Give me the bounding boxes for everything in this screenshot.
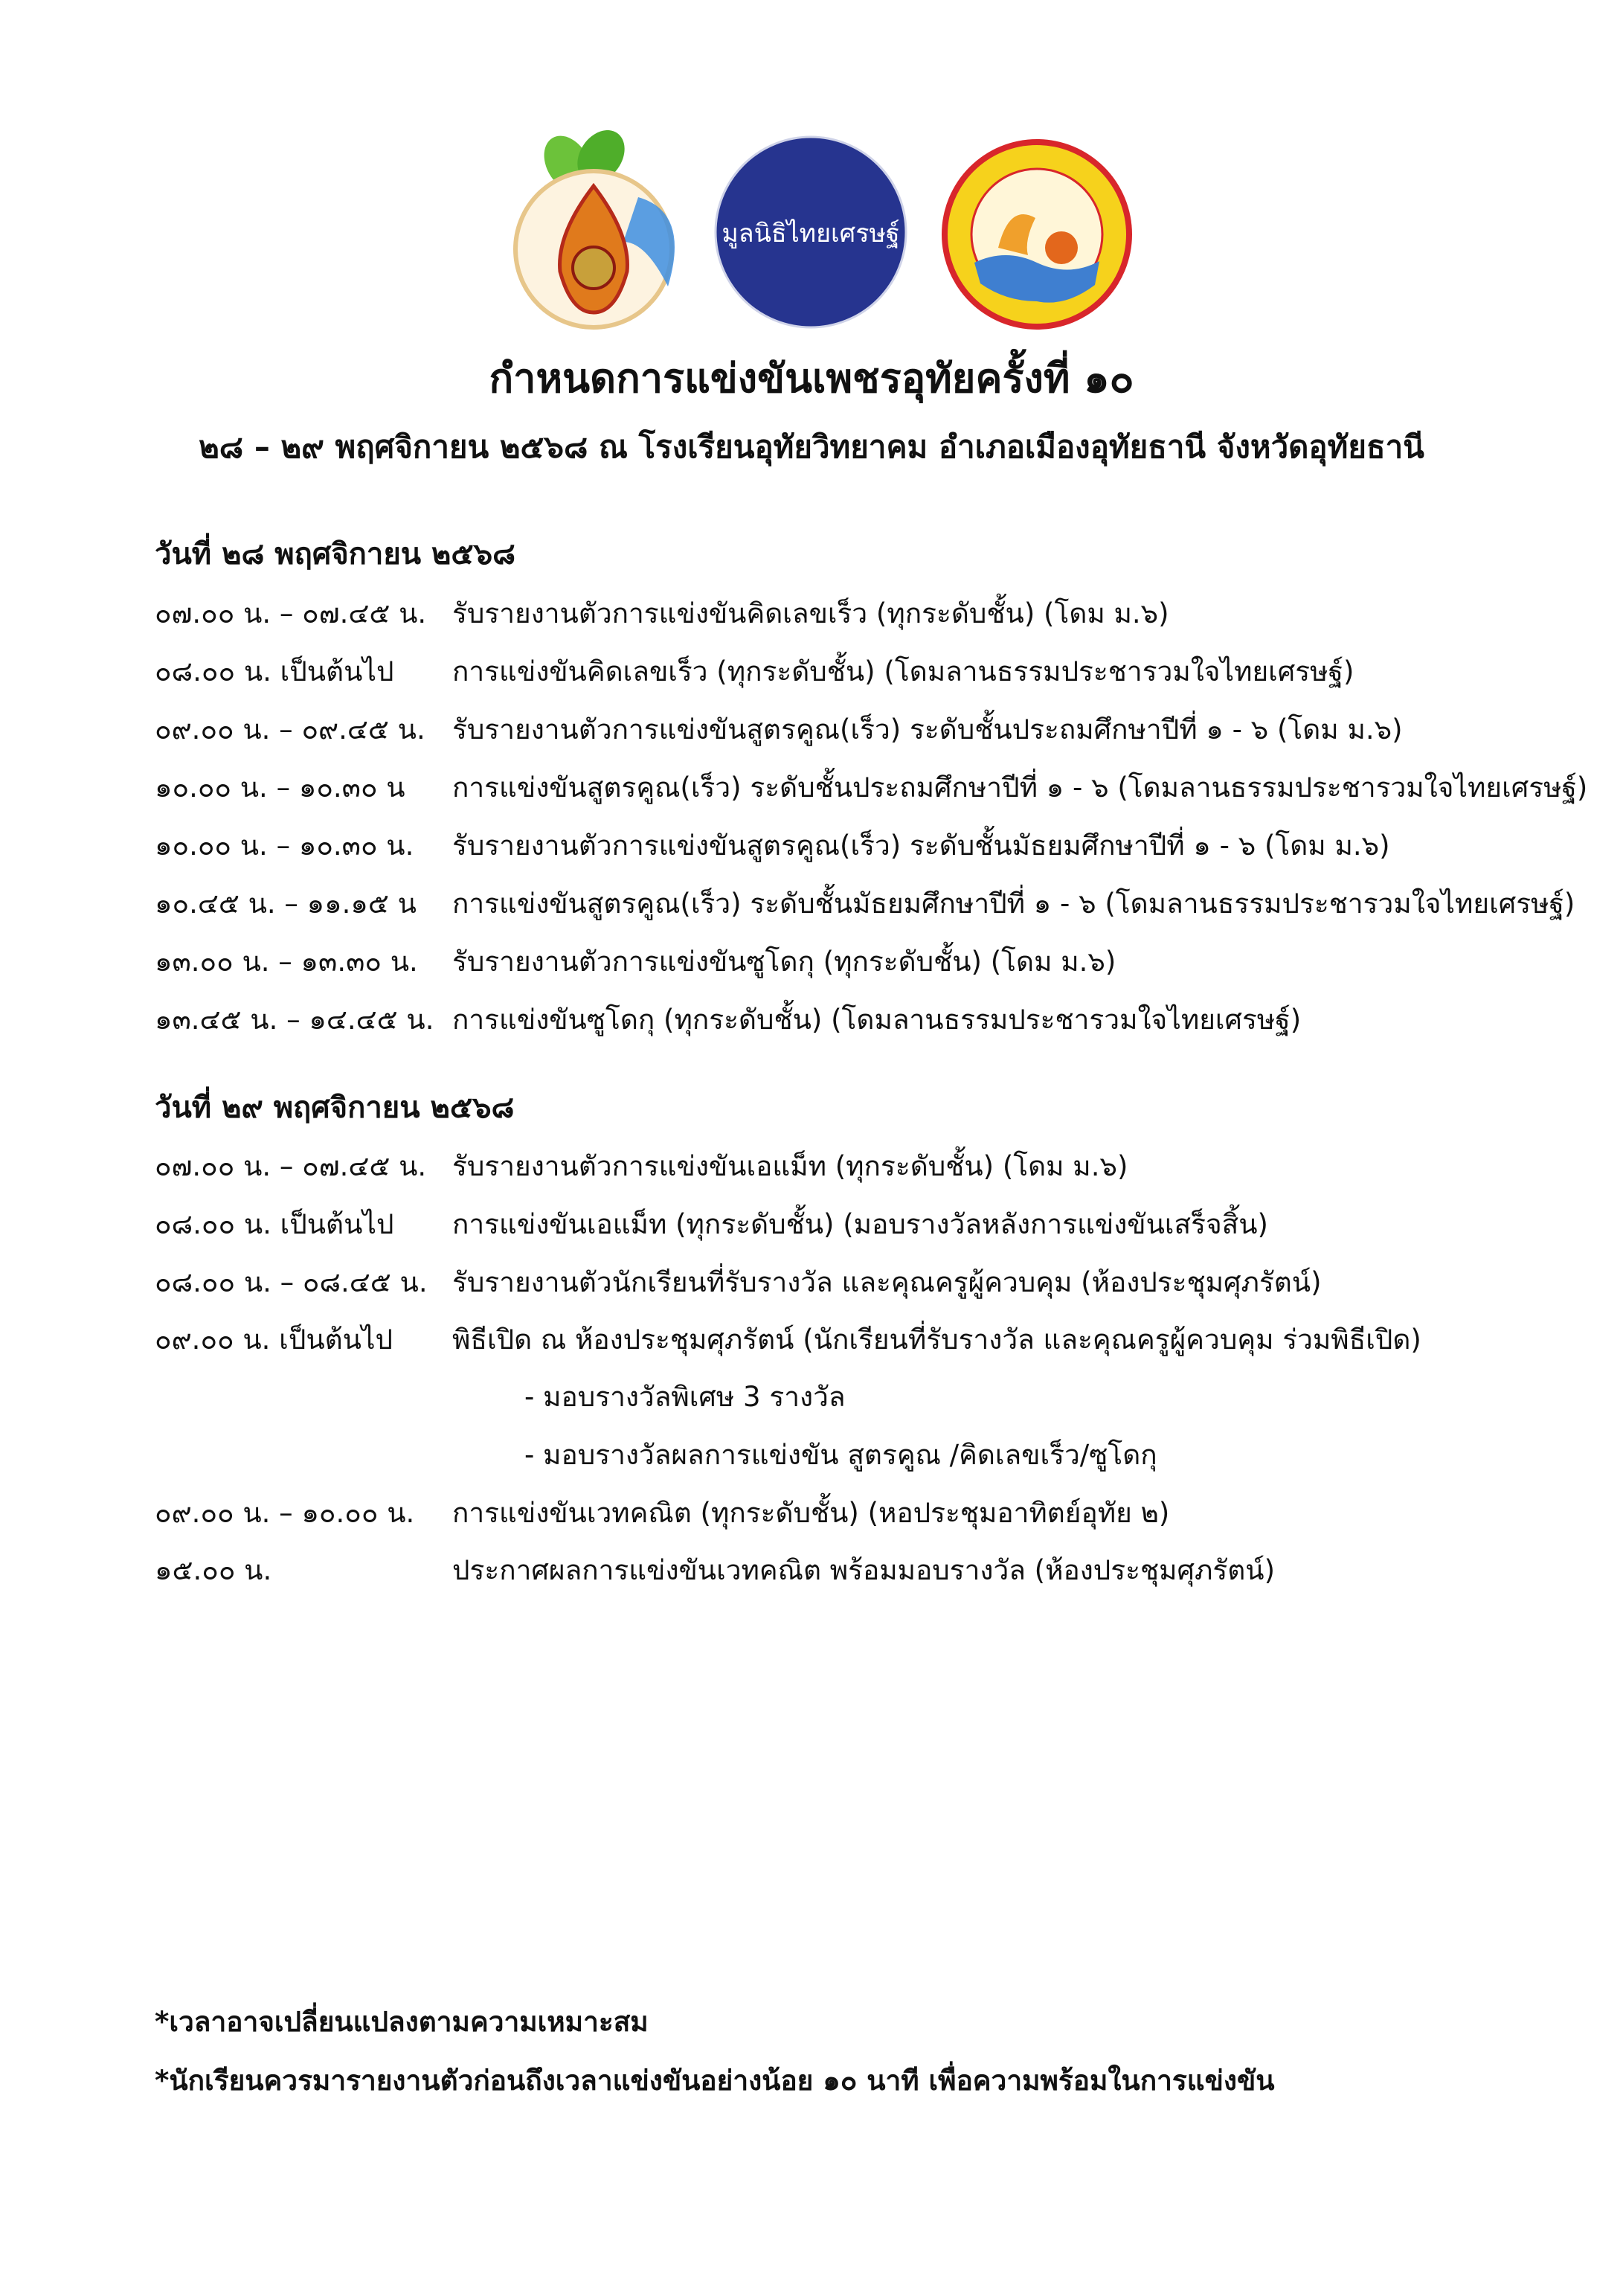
schedule-time: ๑๐.๔๕ น. – ๑๑.๑๕ น [155,888,417,920]
schedule-desc: รับรายงานตัวการแข่งขันเอแม็ท (ทุกระดับชั้น) (โดม ม.๖) [452,1150,1128,1182]
education-office-logo [497,130,698,335]
ceremony-sub-item: - มอบรางวัลผลการแข่งขัน สูตรคูณ /คิดเลขเร็ว/ซูโดกุ [524,1439,1157,1471]
foundation-logo-text: มูลนิธิไทยเศรษฐ์ [721,219,900,248]
schedule-desc: รับรายงานตัวการแข่งขันสูตรคูณ(เร็ว) ระดับชั้นมัธยมศึกษาปีที่ ๑ - ๖ (โดม ม.๖) [452,830,1390,862]
schedule-desc: รับรายงานตัวการแข่งขันคิดเลขเร็ว (ทุกระดับชั้น) (โดม ม.๖) [452,597,1169,629]
schedule-desc: การแข่งขันเวทคณิต (ทุกระดับชั้น) (หอประชุมอาทิตย์อุทัย ๒) [452,1497,1170,1529]
schedule-time: ๐๘.๐๐ น. – ๐๘.๔๕ น. [155,1266,428,1298]
schedule-time: ๑๕.๐๐ น. [155,1554,272,1586]
schedule-desc: รับรายงานตัวการแข่งขันสูตรคูณ(เร็ว) ระดับชั้นประถมศึกษาปีที่ ๑ - ๖ (โดม ม.๖) [452,714,1403,745]
schedule-desc: การแข่งขันซูโดกุ (ทุกระดับชั้น) (โดมลานธรรมประชารวมใจไทยเศรษฐ์) [452,1004,1302,1036]
schedule-time: ๑๐.๐๐ น. – ๑๐.๓๐ น [155,772,405,804]
footnote: *เวลาอาจเปลี่ยนแปลงตามความเหมาะสม [155,2006,649,2038]
day-1-heading: วันที่ ๒๘ พฤศจิกายน ๒๕๖๘ [155,537,515,571]
day-2-heading: วันที่ ๒๙ พฤศจิกายน ๒๕๖๘ [155,1091,515,1125]
thai-setthi-foundation-logo [713,134,910,331]
schedule-desc: การแข่งขันคิดเลขเร็ว (ทุกระดับชั้น) (โดมลานธรรมประชารวมใจไทยเศรษฐ์) [452,655,1354,687]
uthaiwittayakom-school-logo [939,136,1136,333]
schedule-time: ๐๙.๐๐ น. – ๑๐.๐๐ น. [155,1497,415,1529]
schedule-time: ๐๘.๐๐ น. เป็นต้นไป [155,1208,394,1240]
schedule-desc: การแข่งขันเอแม็ท (ทุกระดับชั้น) (มอบรางวัลหลังการแข่งขันเสร็จสิ้น) [452,1208,1268,1240]
schedule-time: ๐๗.๐๐ น. – ๐๗.๔๕ น. [155,597,427,629]
schedule-desc: รับรายงานตัวการแข่งขันซูโดกุ (ทุกระดับชั้น) (โดม ม.๖) [452,946,1116,978]
footnote: *นักเรียนควรมารายงานตัวก่อนถึงเวลาแข่งขันอย่างน้อย ๑๐ นาที เพื่อความพร้อมในการแข่งขัน [155,2065,1275,2097]
schedule-time: ๑๓.๐๐ น. – ๑๓.๓๐ น. [155,946,418,978]
schedule-desc: ประกาศผลการแข่งขันเวทคณิต พร้อมมอบรางวัล (ห้องประชุมศุภรัตน์) [452,1554,1276,1586]
schedule-time: ๑๓.๔๕ น. – ๑๔.๔๕ น. [155,1004,434,1036]
ceremony-sub-item: - มอบรางวัลพิเศษ 3 รางวัล [524,1381,846,1413]
schedule-time: ๐๙.๐๐ น. – ๐๙.๔๕ น. [155,714,425,745]
schedule-time: ๐๙.๐๐ น. เป็นต้นไป [155,1324,393,1356]
schedule-desc: การแข่งขันสูตรคูณ(เร็ว) ระดับชั้นมัธยมศึกษาปีที่ ๑ - ๖ (โดมลานธรรมประชารวมใจไทยเศรษฐ์) [452,888,1575,920]
page-title: กำหนดการแข่งขันเพชรอุทัยครั้งที่ ๑๐ [489,355,1134,402]
schedule-time: ๑๐.๐๐ น. – ๑๐.๓๐ น. [155,830,414,862]
schedule-time: ๐๘.๐๐ น. เป็นต้นไป [155,655,394,687]
schedule-desc: รับรายงานตัวนักเรียนที่รับรางวัล และคุณครูผู้ควบคุม (ห้องประชุมศุภรัตน์) [452,1266,1322,1298]
schedule-time: ๐๗.๐๐ น. – ๐๗.๔๕ น. [155,1150,427,1182]
event-date-location: ๒๘ – ๒๙ พฤศจิกายน ๒๕๖๘ ณ โรงเรียนอุทัยวิทยาคม อำเภอเมืองอุทัยธานี จังหวัดอุทัยธานี [199,429,1424,465]
schedule-desc: การแข่งขันสูตรคูณ(เร็ว) ระดับชั้นประถมศึกษาปีที่ ๑ - ๖ (โดมลานธรรมประชารวมใจไทยเศรษฐ์) [452,772,1588,804]
schedule-desc: พิธีเปิด ณ ห้องประชุมศุภรัตน์ (นักเรียนที่รับรางวัล และคุณครูผู้ควบคุม ร่วมพิธีเปิด) [452,1324,1421,1356]
